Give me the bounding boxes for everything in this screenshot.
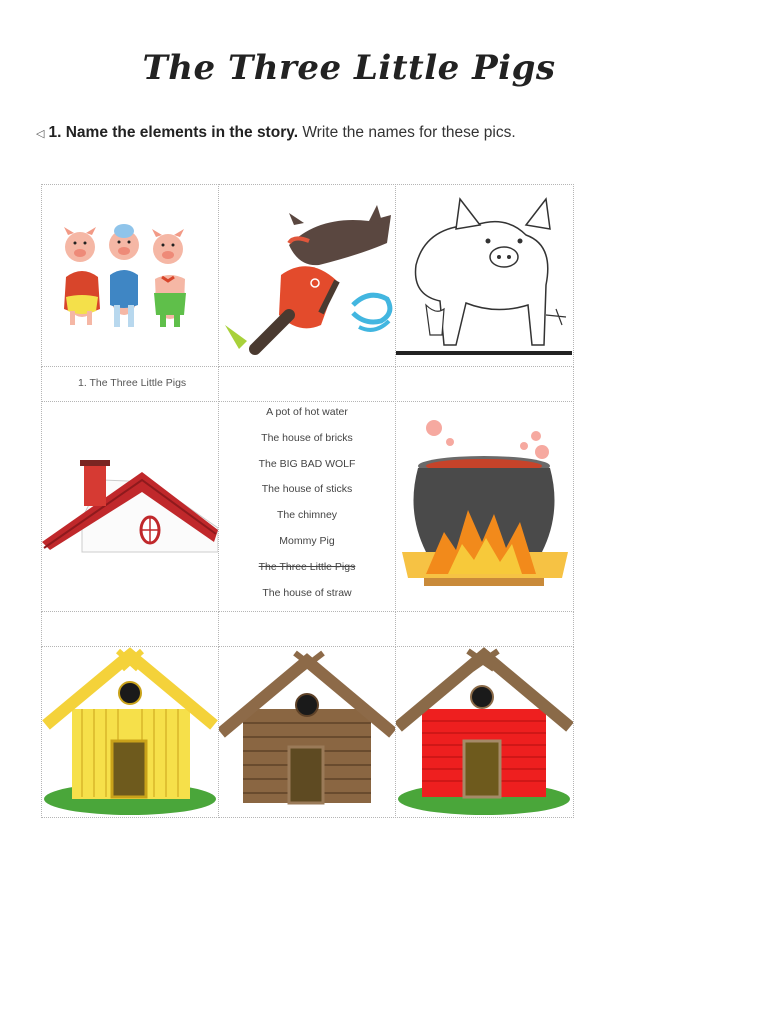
question-number: 1. [48,124,62,141]
answer-text: 1. The Three Little Pigs [78,377,187,389]
house-of-bricks-picture [395,646,574,818]
question-prompt [36,124,516,142]
picture-grid [41,184,574,818]
question-heading: Name the elements in the story. [65,124,298,141]
word-bank-item: The Three Little Pigs [258,560,356,573]
big-bad-wolf-picture [218,184,396,367]
pot-of-hot-water-picture [395,401,574,612]
mommy-pig-picture [395,184,574,367]
word-bank-item: The house of bricks [261,431,353,444]
page-title: The Three Little Pigs [142,48,556,88]
pig-icon [64,227,100,325]
house-of-sticks-picture [218,646,396,818]
answer-box[interactable] [218,611,396,647]
word-bank-item: A pot of hot water [266,406,348,418]
answer-box[interactable] [395,366,574,402]
three-little-pigs-picture [41,184,219,367]
question-instruction: Write the names for these pics. [302,124,516,141]
question-marker-icon: ◁ [36,128,45,140]
word-bank-item: Mommy Pig [279,534,335,547]
house-of-straw-picture [41,646,219,818]
answer-box[interactable] [41,366,219,402]
word-bank-item: The house of sticks [261,483,353,496]
word-bank-item: The chimney [276,509,338,522]
answer-box[interactable] [218,366,396,402]
word-bank-item: The house of straw [262,586,352,599]
answer-box[interactable] [395,611,574,647]
answer-box[interactable] [41,611,219,647]
chimney-picture [41,401,219,612]
word-bank-item: The BIG BAD WOLF [258,457,356,470]
word-bank [218,401,396,612]
